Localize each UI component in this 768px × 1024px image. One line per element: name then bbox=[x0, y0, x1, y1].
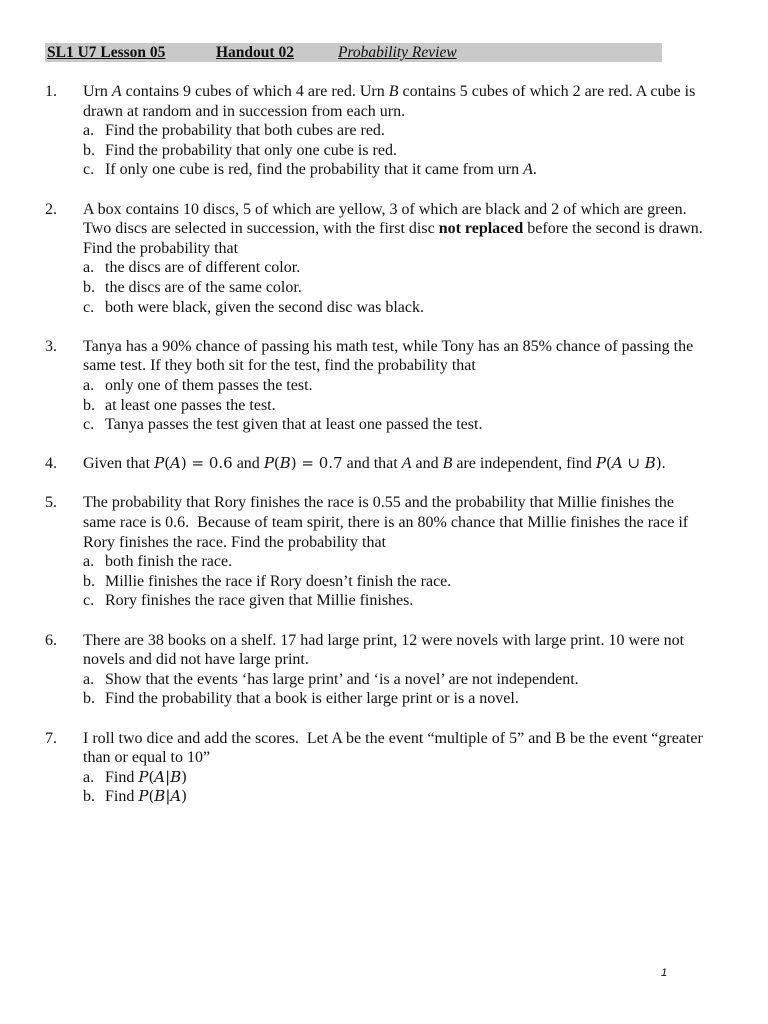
question-part-b bbox=[83, 278, 705, 298]
question-2 bbox=[45, 200, 705, 318]
question-part-b bbox=[83, 572, 705, 592]
question-number: 2. bbox=[45, 200, 57, 218]
question-4 bbox=[45, 454, 705, 474]
question-number: 4. bbox=[45, 455, 57, 473]
question-text: The probability that Rory finishes the race is 0.55 and the probability that Millie finishes the same race is 0.6. Because of team spirit, there is an 80% chance that Millie finishes the race if Rory finishes the race. Find the probability that bbox=[83, 494, 689, 551]
question-part-b bbox=[83, 396, 705, 416]
part-text: only one of them passes the test. bbox=[105, 376, 313, 394]
part-label: b. bbox=[83, 396, 95, 414]
handout-header bbox=[45, 43, 662, 62]
part-text: at least one passes the test. bbox=[105, 396, 276, 414]
question-part-c bbox=[83, 415, 705, 435]
part-text: Rory finishes the race given that Millie finishes. bbox=[105, 592, 414, 610]
question-7 bbox=[45, 729, 705, 807]
part-label: a. bbox=[83, 670, 95, 688]
question-part-a bbox=[83, 768, 705, 788]
question-part-a bbox=[83, 552, 705, 572]
lesson-code: SL1 U7 Lesson 05 bbox=[47, 44, 166, 61]
question-part-b bbox=[83, 689, 705, 709]
part-label: b. bbox=[83, 572, 95, 590]
part-text: Tanya passes the test given that at least one passed the test. bbox=[105, 416, 483, 434]
handout-title: Probability Review bbox=[338, 44, 457, 61]
part-text: both finish the race. bbox=[105, 553, 233, 571]
part-text: Find the probability that both cubes are red. bbox=[105, 122, 385, 140]
part-label: b. bbox=[83, 141, 95, 159]
question-number: 3. bbox=[45, 337, 57, 355]
question-part-a bbox=[83, 670, 705, 690]
part-label: a. bbox=[83, 376, 95, 394]
part-label: c. bbox=[83, 161, 95, 179]
question-6 bbox=[45, 631, 705, 709]
question-parts bbox=[83, 552, 705, 611]
question-number: 7. bbox=[45, 729, 57, 747]
question-part-b bbox=[83, 141, 705, 161]
question-part-c bbox=[83, 591, 705, 611]
question-number: 5. bbox=[45, 494, 57, 512]
question-parts bbox=[83, 258, 705, 317]
question-text: I roll two dice and add the scores. Let A be the event “multiple of 5” and B be the event “greater than or equal to 10” bbox=[83, 729, 703, 767]
question-parts bbox=[83, 121, 705, 180]
question-part-c bbox=[83, 298, 705, 318]
part-label: b. bbox=[83, 278, 95, 296]
part-label: b. bbox=[83, 690, 95, 708]
question-parts bbox=[83, 670, 705, 709]
part-text: Millie finishes the race if Rory doesn’t finish the race. bbox=[105, 572, 452, 590]
question-text: A box contains 10 discs, 5 of which are yellow, 3 of which are black and 2 of which are green. Two discs are selected in succession, with the first disc not replaced before the second is drawn. Find the probability that bbox=[83, 200, 703, 257]
handout-number: Handout 02 bbox=[216, 44, 294, 61]
page-number: 1 bbox=[661, 967, 668, 979]
question-text: There are 38 books on a shelf. 17 had large print, 12 were novels with large print. 10 were not novels and did not have large print. bbox=[83, 631, 685, 669]
part-label: c. bbox=[83, 592, 95, 610]
part-text: If only one cube is red, find the probability that it came from urn A. bbox=[105, 161, 537, 179]
part-label: a. bbox=[83, 259, 95, 277]
question-1 bbox=[45, 82, 705, 180]
part-label: a. bbox=[83, 553, 95, 571]
question-3 bbox=[45, 337, 705, 435]
question-part-a bbox=[83, 258, 705, 278]
part-text: Find P(B|A) bbox=[105, 787, 188, 806]
question-number: 6. bbox=[45, 631, 57, 649]
question-parts bbox=[83, 376, 705, 435]
part-label: b. bbox=[83, 788, 95, 806]
part-text: Show that the events ‘has large print’ and ‘is a novel’ are not independent. bbox=[105, 670, 579, 688]
part-label: a. bbox=[83, 768, 95, 786]
question-part-c bbox=[83, 160, 705, 180]
part-text: Find P(A|B) bbox=[105, 767, 188, 786]
part-text: Find the probability that only one cube is red. bbox=[105, 141, 397, 159]
part-label: c. bbox=[83, 416, 95, 434]
question-text: Urn A contains 9 cubes of which 4 are red. Urn B contains 5 cubes of which 2 are red. A cube is drawn at random and in succession from each urn. bbox=[83, 83, 696, 120]
question-part-b bbox=[83, 787, 705, 807]
question-number: 1. bbox=[45, 83, 57, 100]
part-text: Find the probability that a book is either large print or is a novel. bbox=[105, 690, 519, 708]
question-text: Tanya has a 90% chance of passing his math test, while Tony has an 85% chance of passing the same test. If they both sit for the test, find the probability that bbox=[83, 337, 694, 375]
question-list bbox=[45, 82, 705, 827]
question-parts bbox=[83, 768, 705, 807]
question-text: Given that P(A) = 0.6 and P(B) = 0.7 and that A and B are independent, find P(A ∪ B). bbox=[83, 454, 666, 473]
part-text: the discs are of different color. bbox=[105, 259, 301, 277]
question-part-a bbox=[83, 121, 705, 141]
part-text: the discs are of the same color. bbox=[105, 278, 302, 296]
part-text: both were black, given the second disc was black. bbox=[105, 298, 425, 316]
question-5 bbox=[45, 493, 705, 611]
part-label: c. bbox=[83, 298, 95, 316]
question-part-a bbox=[83, 376, 705, 396]
part-label: a. bbox=[83, 122, 95, 140]
